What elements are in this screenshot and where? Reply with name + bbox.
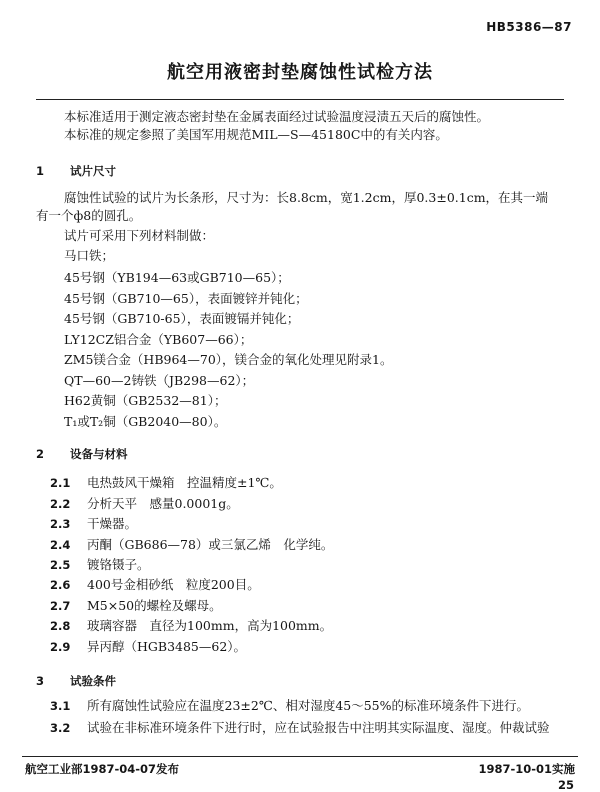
intro-scope-line: 本标准适用于测定液态密封垫在金属表面经过试验温度浸渍五天后的腐蚀性。 [64, 109, 490, 124]
item-number: 2.3 [50, 517, 71, 531]
section-title: 试片尺寸 [70, 164, 116, 178]
document-title: 航空用液密封垫腐蚀性试检方法 [167, 62, 433, 83]
item-text: 所有腐蚀性试验应在温度23±2℃、相对湿度45～55%的标准环境条件下进行。 [87, 698, 530, 713]
item-text: 玻璃容器 直径为100mm，高为100mm。 [87, 618, 333, 633]
section-title: 试验条件 [70, 674, 116, 688]
item-number: 2.4 [50, 538, 71, 552]
equipment-item [50, 557, 150, 573]
specimen-size-line-2: 有一个ф8的圆孔。 [36, 208, 142, 223]
materials-intro: 试片可采用下列材料制做： [64, 228, 215, 243]
material-item: T₁或T₂铜（GB2040—80）。 [64, 414, 227, 429]
equipment-item [50, 516, 137, 532]
item-text: 干燥器。 [87, 516, 138, 531]
equipment-item [50, 475, 282, 491]
section-3-heading [36, 673, 116, 689]
effective-date: 1987-10-01实施 [478, 762, 575, 776]
title-divider [36, 99, 564, 100]
item-text: 试验在非标准环境条件下进行时，应在试验报告中注明其实际温度、湿度。仲裁试验 [87, 720, 550, 735]
condition-item [50, 698, 529, 714]
material-item: 马口铁； [64, 248, 115, 263]
condition-item [50, 720, 550, 736]
specimen-size-line-1: 腐蚀性试验的试片为长条形，尺寸为：长8.8cm，宽1.2cm，厚0.3±0.1cm，在其一端 [64, 190, 549, 205]
section-2-heading [36, 446, 128, 462]
item-number: 2.6 [50, 578, 71, 592]
item-text: 异丙醇（HGB3485—62）。 [87, 639, 247, 654]
item-number: 2.5 [50, 558, 71, 572]
item-text: 丙酮（GB686—78）或三氯乙烯 化学纯。 [87, 537, 334, 552]
section-1-heading [36, 163, 116, 179]
material-item: 45号钢（GB710—65），表面镀锌并钝化； [64, 291, 308, 306]
section-number: 2 [36, 447, 45, 461]
equipment-item [50, 598, 222, 614]
material-item: ZM5镁合金（HB964—70），镁合金的氧化处理见附录1。 [64, 352, 393, 367]
footer-divider [22, 756, 578, 757]
equipment-item [50, 577, 260, 593]
issue-date: 航空工业部1987-04-07发布 [25, 762, 180, 776]
material-item: QT—60—2铸铁（JB298—62）； [64, 373, 255, 388]
equipment-item [50, 618, 332, 634]
material-item: LY12CZ铝合金（YB607—66）； [64, 332, 253, 347]
equipment-item [50, 639, 246, 655]
material-item: H62黄铜（GB2532—81）； [64, 393, 227, 408]
section-number: 3 [36, 674, 45, 688]
section-number: 1 [36, 164, 45, 178]
equipment-item [50, 537, 333, 553]
material-item: 45号钢（YB194—63或GB710—65）； [64, 270, 290, 285]
item-number: 2.8 [50, 619, 71, 633]
material-item: 45号钢（GB710-65），表面镀镉并钝化； [64, 311, 300, 326]
item-number: 3.1 [50, 699, 71, 713]
item-text: M5×50的螺栓及螺母。 [87, 598, 222, 613]
item-text: 400号金相砂纸 粒度200目。 [87, 577, 260, 592]
item-text: 分析天平 感量0.0001g。 [87, 496, 239, 511]
standard-number: HB5386—87 [486, 20, 572, 34]
item-number: 2.9 [50, 640, 71, 654]
item-number: 2.2 [50, 497, 71, 511]
item-number: 3.2 [50, 721, 71, 735]
intro-reference-line: 本标准的规定参照了美国军用规范MIL—S—45180C中的有关内容。 [64, 127, 448, 142]
item-text: 镀铬镊子。 [87, 557, 150, 572]
page-number: 25 [557, 778, 574, 792]
section-title: 设备与材料 [70, 447, 128, 461]
item-number: 2.7 [50, 599, 71, 613]
equipment-item [50, 496, 239, 512]
item-number: 2.1 [50, 476, 71, 490]
item-text: 电热鼓风干燥箱 控温精度±1℃。 [87, 475, 282, 490]
